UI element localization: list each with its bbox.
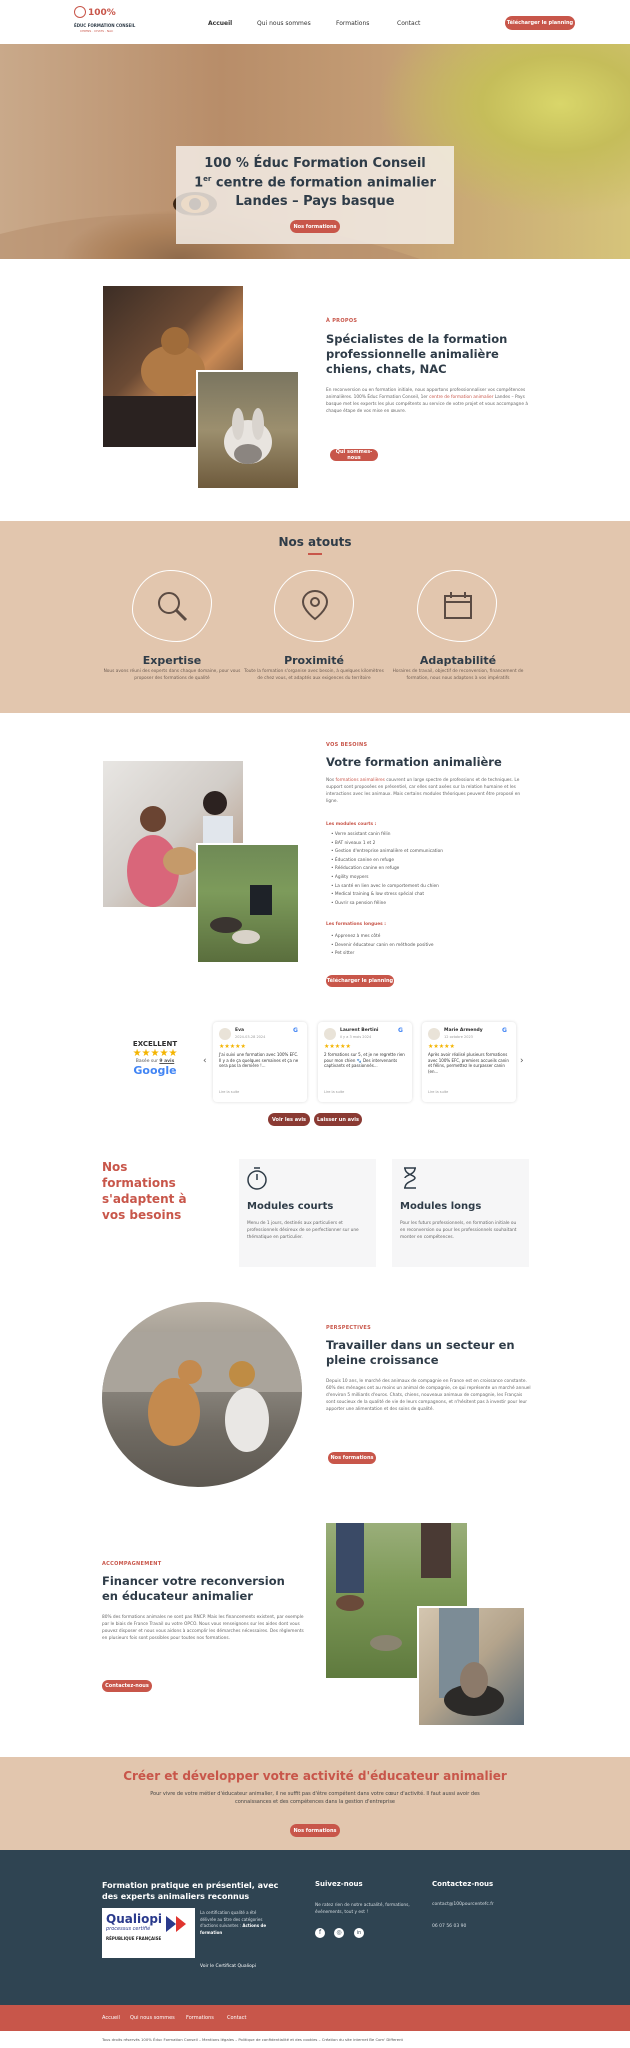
- list-item: • Gestion d'entreprise animalière et communication: [331, 848, 443, 857]
- review-stars: ★★★★★: [324, 1043, 351, 1050]
- qualiopi-chevrons-icon: [164, 1914, 190, 1934]
- review-read-more-link[interactable]: Lire la suite: [324, 1090, 345, 1094]
- nav-accueil[interactable]: Accueil: [208, 20, 233, 27]
- review-avatar: [428, 1028, 440, 1040]
- list-item: • Rééducation canine en refuge: [331, 865, 443, 874]
- hero-title: 100 % Éduc Formation Conseil: [204, 156, 426, 171]
- review-date: 2024-03-28 2024: [235, 1035, 266, 1039]
- hourglass-icon: [397, 1165, 423, 1191]
- about-rabbit-photo: [196, 370, 300, 490]
- atout-text-proximite: Toute la formation s'organise avec besoin, à quelques kilomètres de chez vous, et adaptés aux exigences du territoire: [244, 669, 384, 681]
- module-card-title: Modules longs: [400, 1201, 482, 1212]
- review-text: 2 formations sur 5, et je ne regrette rien pour mon chien 🐾 Des intervenants captivants et passionnés...: [324, 1052, 405, 1068]
- perspectives-dog-highfive-photo: [102, 1302, 302, 1487]
- hero-location: Landes – Pays basque: [235, 194, 395, 209]
- list-item: • BAT niveaux 1 et 2: [331, 840, 443, 849]
- about-text: En reconversion ou en formation initiale, nous apportons professionnaliser vos compétences animalières. 100% Éduc Formation Conseil, 1er centre de formation animalier Landes – Pays basque met les experts les plus compétents au service de votre projet et vous accompagne à chaque étape de vos mise en œuvre.: [326, 388, 528, 414]
- nav-contact[interactable]: Contact: [397, 20, 421, 27]
- copyright-text: Tous droits réservés 100% Éduc Formation Conseil – Mentions légales – Politique de confidentialité et des cookies – Création du site internet Be Com' Different: [102, 2037, 404, 2042]
- review-card: [318, 1022, 412, 1102]
- site-header: [0, 0, 630, 44]
- review-read-more-link[interactable]: Lire la suite: [428, 1090, 449, 1094]
- list-item: • Devenir éducateur canin en méthode positive: [331, 942, 434, 951]
- see-reviews-button[interactable]: Voir les avis: [268, 1113, 310, 1126]
- cta-text: Pour vivre de votre métier d'éducateur animalier, il ne suffit pas d'être compétent dans votre cœur d'activité. Il faut aussi avoir des connaissances et des compétences dans la gestion d'entreprise: [150, 1791, 480, 1805]
- besoins-intro: Nos formations animalières couvrent un large spectre de professions et de techniques. Le support sont proposées en présentiel, car elles sont axées sur la relation humaine et les interactions avec les animaux. Mais certains modules théoriques peuvent être proposé en ligne.: [326, 778, 521, 804]
- review-stars: ★★★★★: [219, 1043, 246, 1050]
- short-modules-label: Les modules courts :: [326, 822, 377, 827]
- review-date: il y a 3 mois 2024: [340, 1035, 372, 1039]
- review-date: 12 octobre 2023: [444, 1035, 473, 1039]
- besoins-intro-link[interactable]: formations animalières: [335, 778, 385, 783]
- review-avatar: [219, 1028, 231, 1040]
- module-card-short[interactable]: [239, 1159, 376, 1267]
- review-avatar: [324, 1028, 336, 1040]
- cta-section: [0, 1757, 630, 1850]
- perspectives-title: Travailler dans un secteur en pleine croissance: [326, 1338, 515, 1367]
- facebook-icon[interactable]: f: [315, 1928, 325, 1938]
- calendar-icon: [440, 588, 476, 624]
- footer-contact-title: Contactez-nous: [432, 1880, 494, 1888]
- linkedin-icon[interactable]: in: [354, 1928, 364, 1938]
- long-modules-label: Les formations longues :: [326, 922, 386, 927]
- footer-nav-contact[interactable]: Contact: [227, 2015, 247, 2021]
- footer-follow-title: Suivez-nous: [315, 1880, 363, 1888]
- besoins-planning-button[interactable]: Télécharger le planning: [326, 975, 394, 987]
- google-g-icon: G: [293, 1027, 298, 1034]
- hero-formations-button[interactable]: Nos formations: [290, 220, 340, 233]
- besoins-dogs-field-photo: [196, 843, 300, 964]
- reviews-prev-chevron-icon[interactable]: ‹: [203, 1056, 207, 1066]
- list-item: • Éducation canine en refuge: [331, 857, 443, 866]
- logo-percent: 100%: [88, 8, 116, 18]
- copyright-bar: [0, 2031, 630, 2048]
- cta-title: Créer et développer votre activité d'éducateur animalier: [123, 1769, 507, 1783]
- module-card-text: Menu de 1 jours, destinés aux particuliers et professionnels désireux de se perfectionner sur une thématique en particulier.: [247, 1221, 359, 1240]
- footer-nav-formations[interactable]: Formations: [186, 2015, 214, 2021]
- long-modules-list: [331, 933, 434, 959]
- atout-title-proximite: Proximité: [284, 654, 344, 667]
- review-author: Marie Armendy: [444, 1028, 483, 1033]
- list-item: • Apprenez à mes côté: [331, 933, 434, 942]
- instagram-icon[interactable]: ◎: [334, 1928, 344, 1938]
- magnifier-icon: [154, 588, 190, 624]
- about-title: Spécialistes de la formation professionnelle animalière chiens, chats, NAC: [326, 332, 508, 376]
- footer-nav-bar: [0, 2005, 630, 2031]
- nav-qui-nous-sommes[interactable]: Qui nous sommes: [257, 20, 311, 27]
- review-card: [422, 1022, 516, 1102]
- atout-text-adaptabilite: Horaires de travail, objectif de reconversion, financement de formation, nous nous adaptons à vos impératifs: [392, 669, 524, 681]
- atout-text-expertise: Nous avons réuni des experts dans chaque domaine, pour vous proposer des formations de qualité: [103, 669, 241, 681]
- logo-tagline: CHIENS · CHATS · NAC: [80, 29, 114, 33]
- site-footer: [0, 1850, 630, 2005]
- atout-title-adaptabilite: Adaptabilité: [419, 654, 497, 667]
- formations-title: Nos formations s'adaptent à vos besoins: [102, 1160, 187, 1222]
- review-card: [213, 1022, 307, 1102]
- hero-card: [176, 146, 454, 244]
- module-card-long[interactable]: [392, 1159, 529, 1267]
- module-card-title: Modules courts: [247, 1201, 334, 1212]
- atouts-title: Nos atouts: [278, 535, 352, 549]
- financement-text: 80% des formations animales ne sont pas RNCP. Mais les financements existent, par exemple par le biais de France Travail ou votre OPCO. Nous vous renseignons sur les aides dont vous pouvez disposer et nous vous aidons à accomplir les démarches nécessaires. Des règlements en plusieurs fois sont possibles pour toutes nos formations.: [102, 1615, 304, 1641]
- leave-review-button[interactable]: Laisser un avis: [314, 1113, 362, 1126]
- perspectives-kicker: PERSPECTIVES: [326, 1325, 372, 1331]
- review-text: J'ai suivi une formation avec 100% EFC. Il y a de ça quelques semaines et ça ne sera pas la dernière !...: [219, 1052, 299, 1068]
- list-item: • Pet sitter: [331, 950, 434, 959]
- footer-phone-link[interactable]: 06 07 56 03 90: [432, 1924, 467, 1929]
- footer-nav-accueil[interactable]: Accueil: [102, 2015, 120, 2021]
- review-read-more-link[interactable]: Lire la suite: [219, 1090, 240, 1094]
- nav-formations[interactable]: Formations: [336, 20, 370, 27]
- financement-title: Financer votre reconversion en éducateur animalier: [102, 1574, 285, 1603]
- review-text: Après avoir réalisé plusieurs formations avec 100% EFC, premiers accueils canin et félins, permettez le surpasser canin (en...: [428, 1052, 509, 1074]
- module-card-text: Pour les futurs professionnels, en formation initiale ou en reconversion ou pour les professionnels souhaitant monter en compétences.: [400, 1221, 517, 1240]
- perspectives-button[interactable]: Nos formations: [328, 1452, 376, 1464]
- atout-title-expertise: Expertise: [142, 654, 202, 667]
- list-item: • Medical training & low stress spécial chat: [331, 891, 443, 900]
- about-text-link[interactable]: centre de formation animalier: [429, 395, 494, 400]
- site-logo[interactable]: [74, 6, 134, 38]
- list-item: • Agility moypers: [331, 874, 443, 883]
- atouts-title-underline: [308, 553, 322, 555]
- reviews-summary: [120, 1040, 190, 1077]
- review-stars: ★★★★★: [428, 1043, 455, 1050]
- qualiopi-certificate-link[interactable]: Voir le Certificat Qualiopi: [200, 1964, 257, 1969]
- map-pin-icon: [297, 587, 333, 623]
- about-kicker: À PROPOS: [326, 318, 358, 324]
- financement-kicker: ACCOMPAGNEMENT: [102, 1561, 162, 1567]
- financement-contact-button[interactable]: Contactez-nous: [102, 1680, 152, 1692]
- atouts-section: [0, 521, 630, 713]
- list-item: • La santé en lien avec le comportement du chien: [331, 883, 443, 892]
- stopwatch-icon: [244, 1165, 270, 1191]
- logo-name: ÉDUC FORMATION CONSEIL: [74, 23, 136, 28]
- reviews-rating-label: EXCELLENT: [132, 1040, 178, 1048]
- certification-text: La certification qualité a été délivrée au titre des catégories d'actions suivantes : Actions de formation: [200, 1910, 267, 1935]
- google-g-icon: G: [502, 1027, 507, 1034]
- review-author: Laurent Bertini: [340, 1028, 379, 1033]
- short-modules-list: [331, 831, 443, 908]
- cta-formations-button[interactable]: Nos formations: [290, 1824, 340, 1837]
- footer-email-link[interactable]: contact@100pourcentefc.fr: [432, 1902, 494, 1907]
- hero-banner: [0, 44, 630, 259]
- footer-title: Formation pratique en présentiel, avec des experts animaliers reconnus: [102, 1881, 279, 1901]
- paw-icon: [74, 6, 86, 18]
- footer-follow-text: Ne ratez rien de notre actualité, formations, événements, tout y est !: [315, 1903, 410, 1915]
- list-item: • Verre assistant canin félin: [331, 831, 443, 840]
- financement-dog-door-photo: [417, 1606, 526, 1727]
- review-author: Eva: [235, 1028, 245, 1033]
- footer-nav-qui-nous-sommes[interactable]: Qui nous sommes: [130, 2015, 175, 2021]
- google-g-icon: G: [398, 1027, 403, 1034]
- google-logo: Google: [133, 1064, 177, 1077]
- reviews-next-chevron-icon[interactable]: ›: [520, 1056, 524, 1066]
- besoins-title: Votre formation animalière: [326, 755, 502, 769]
- download-planning-button[interactable]: Télécharger le planning: [505, 16, 575, 30]
- perspectives-text: Depuis 10 ans, le marché des animaux de compagnie en France est en croissance constante. 60% des ménages ont au moins un animal de compagnie, ce qui représente un marché annuel d'environ 5 milliards d'euros. Chats, chiens, nouveaux animaux de compagnie, les Français sont soucieux de la qualité de vie de leurs compagnons, et n'hésitent pas à investir pour leur apporter une alimentation et des soins de qualité.: [326, 1379, 531, 1412]
- about-button[interactable]: Qui sommes-nous: [330, 449, 378, 461]
- qualiopi-logo: Qualiopi processus certifié RÉPUBLIQUE FRANÇAISE: [102, 1908, 195, 1958]
- hero-subtitle: 1er centre de formation animalier: [194, 175, 436, 191]
- list-item: • Ouvrir sa pension féline: [331, 900, 443, 909]
- besoins-kicker: VOS BESOINS: [326, 742, 368, 748]
- reviews-based-on: Basée sur 9 avis: [135, 1059, 175, 1064]
- reviews-stars: ★★★★★: [132, 1048, 178, 1059]
